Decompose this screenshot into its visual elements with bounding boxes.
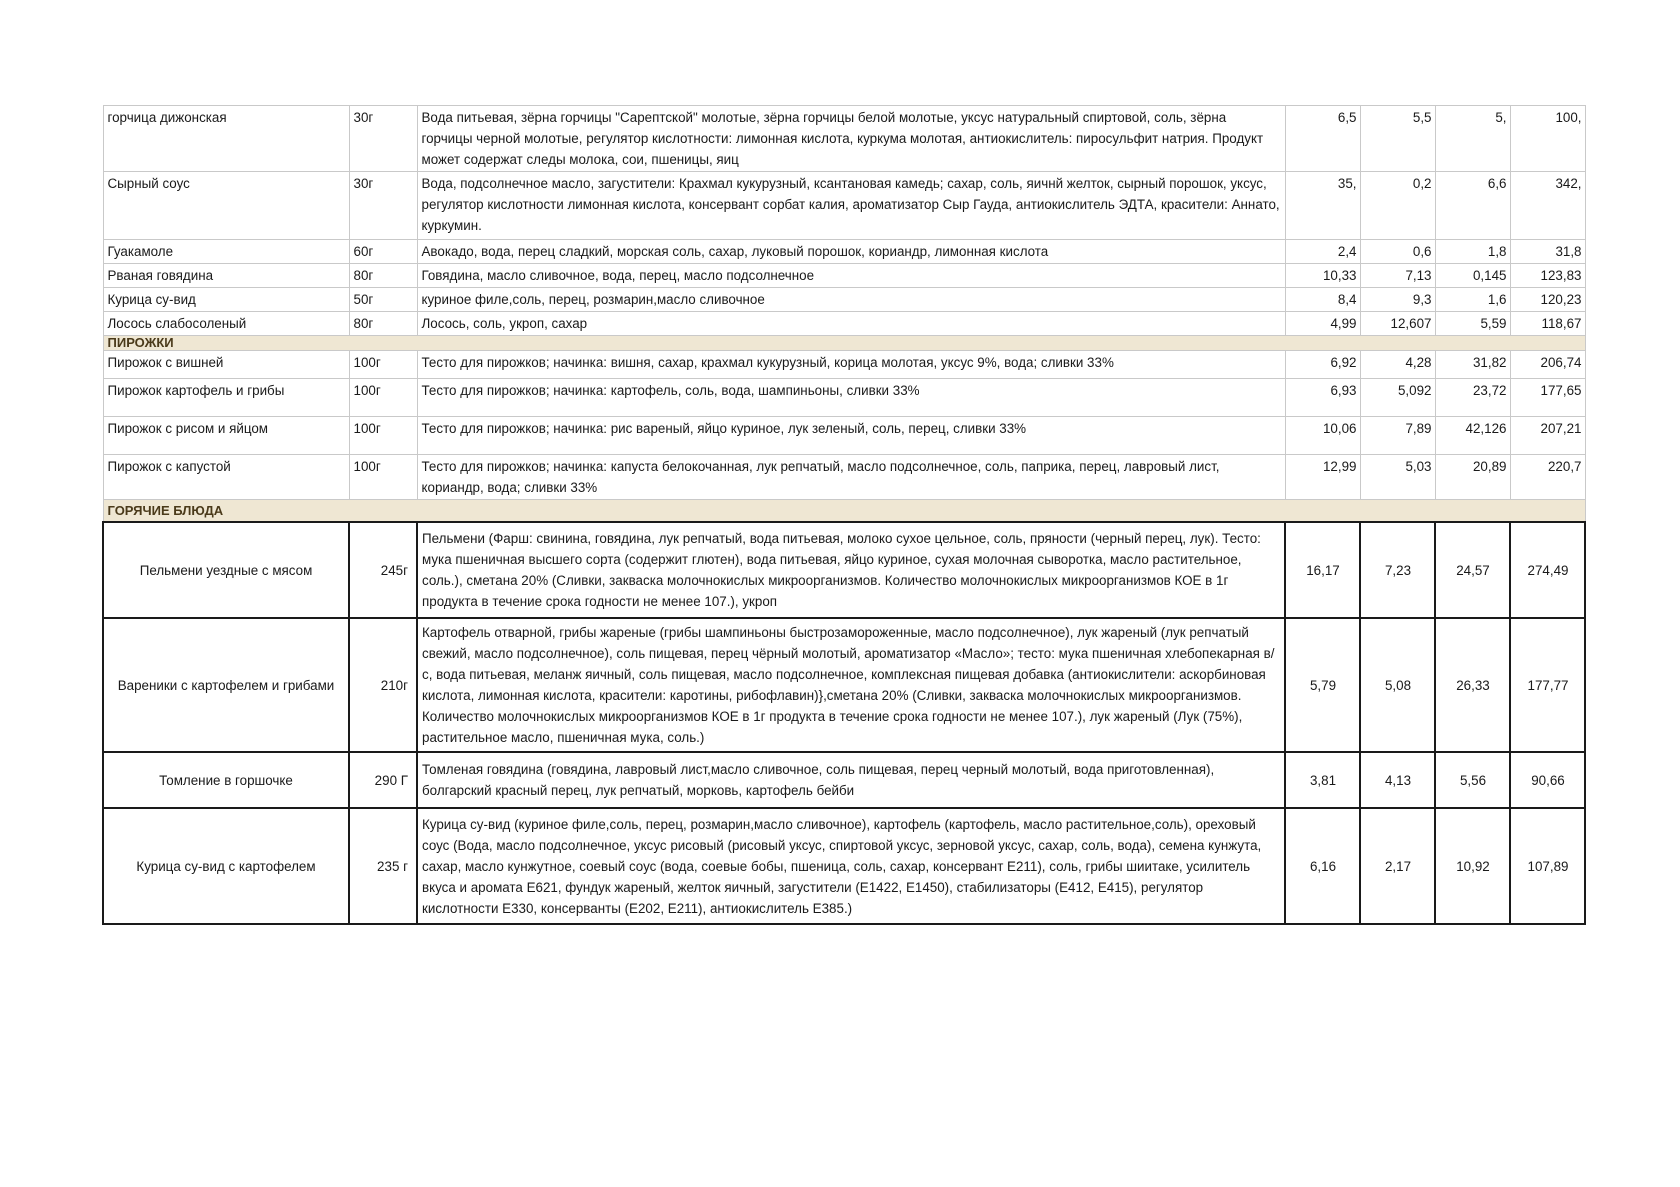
item-kcal: 90,66 (1510, 752, 1585, 808)
item-fat: 5,092 (1360, 379, 1435, 417)
item-protein: 6,92 (1285, 351, 1360, 379)
item-name: Лосось слабосоленый (103, 312, 349, 336)
item-protein: 8,4 (1285, 288, 1360, 312)
item-carbs: 20,89 (1435, 455, 1510, 500)
item-composition: Вода питьевая, зёрна горчицы "Сарептской" молотые, зёрна горчицы белой молотые, уксус натуральный спиртовой, соль, зёрна горчицы черной молотые, регулятор кислотности: лимонная кислота, куркума молотая, антиокислитель: пиросульфит натрия. Продукт может содержат следы молока, сои, пшеницы, яиц (417, 106, 1285, 172)
item-weight: 60г (349, 240, 417, 264)
item-protein: 6,16 (1285, 808, 1360, 924)
table-row (103, 106, 1585, 172)
item-kcal: 107,89 (1510, 808, 1585, 924)
item-fat: 7,23 (1360, 522, 1435, 618)
item-kcal: 120,23 (1510, 288, 1585, 312)
item-protein: 2,4 (1285, 240, 1360, 264)
item-protein: 10,06 (1285, 417, 1360, 455)
table-row (103, 618, 1585, 752)
item-protein: 4,99 (1285, 312, 1360, 336)
item-protein: 35, (1285, 172, 1360, 240)
item-fat: 5,03 (1360, 455, 1435, 500)
item-composition: Картофель отварной, грибы жареные (грибы шампиньоны быстрозамороженные, масло подсолнечное), лук жареный (лук репчатый свежий, масло подсолнечное), соль пищевая, перец чёрный молотый, ароматизатор «Масло»; тесто: мука пшеничная хлебопекарная в/с, вода питьевая, меланж яичный, соль пищевая, масло подсолнечное, комплексная пищевая добавка (антиокислители: аскорбиновая кислота, лимонная кислота, красители: каротины, рибофлавин)},сметана 20% (Сливки, закваска молочнокислых микроорганизмов. Количество молочнокислых микроорганизмов КОЕ в 1г продукта в течение срока годности не менее 107.), лук жареный (Лук (75%), растительное масло, пшеничная мука, соль.) (417, 618, 1285, 752)
item-composition: Лосось, соль, укроп, сахар (417, 312, 1285, 336)
item-weight: 100г (349, 379, 417, 417)
item-composition: куриное филе,соль, перец, розмарин,масло сливочное (417, 288, 1285, 312)
item-carbs: 24,57 (1435, 522, 1510, 618)
item-name: Рваная говядина (103, 264, 349, 288)
item-name: Пирожок с рисом и яйцом (103, 417, 349, 455)
item-kcal: 177,77 (1510, 618, 1585, 752)
hot-section (103, 500, 1585, 925)
item-weight: 80г (349, 264, 417, 288)
item-protein: 6,93 (1285, 379, 1360, 417)
item-weight: 100г (349, 417, 417, 455)
item-carbs: 5,56 (1435, 752, 1510, 808)
item-fat: 5,5 (1360, 106, 1435, 172)
item-protein: 3,81 (1285, 752, 1360, 808)
table-row (103, 172, 1585, 240)
item-composition: Вода, подсолнечное масло, загустители: Крахмал кукурузный, ксантановая камедь; сахар, соль, яичнй желток, сырный порошок, уксус, регулятор кислотности лимонная кислота, консервант сорбат калия, ароматизатор Сыр Гауда, антиокислитель ЭДТА, красители: Аннато, куркумин. (417, 172, 1285, 240)
item-carbs: 5,59 (1435, 312, 1510, 336)
item-composition: Пельмени (Фарш: свинина, говядина, лук репчатый, вода питьевая, молоко сухое цельное, соль, пряности (черный перец, лук). Тесто: мука пшеничная высшего сорта (содержит глютен), вода питьевая, яйцо куриное, сухая молочная сыворотка, масло растительное, соль.), сметана 20% (Сливки, закваска молочнокислых микроорганизмов. Количество молочнокислых микроорганизмов КОЕ в 1г продукта в течение срока годности не менее 107.), укроп (417, 522, 1285, 618)
item-protein: 12,99 (1285, 455, 1360, 500)
item-composition: Авокадо, вода, перец сладкий, морская соль, сахар, луковый порошок, кориандр, лимонная кислота (417, 240, 1285, 264)
item-carbs: 31,82 (1435, 351, 1510, 379)
item-fat: 0,6 (1360, 240, 1435, 264)
item-weight: 235 г (349, 808, 417, 924)
item-carbs: 1,8 (1435, 240, 1510, 264)
item-weight: 50г (349, 288, 417, 312)
category-title-hot: ГОРЯЧИЕ БЛЮДА (103, 500, 1585, 523)
table-row (103, 351, 1585, 379)
item-kcal: 207,21 (1510, 417, 1585, 455)
table-row (103, 288, 1585, 312)
item-fat: 0,2 (1360, 172, 1435, 240)
table-row (103, 240, 1585, 264)
table-row (103, 752, 1585, 808)
item-fat: 4,28 (1360, 351, 1435, 379)
item-name: Курица су-вид (103, 288, 349, 312)
item-name: Пирожок картофель и грибы (103, 379, 349, 417)
item-weight: 30г (349, 172, 417, 240)
item-kcal: 118,67 (1510, 312, 1585, 336)
menu-table (102, 105, 1586, 925)
item-protein: 16,17 (1285, 522, 1360, 618)
item-protein: 6,5 (1285, 106, 1360, 172)
item-kcal: 342, (1510, 172, 1585, 240)
item-weight: 210г (349, 618, 417, 752)
item-composition: Говядина, масло сливочное, вода, перец, масло подсолнечное (417, 264, 1285, 288)
item-name: Пирожок с капустой (103, 455, 349, 500)
pies-section (103, 336, 1585, 500)
table-row (103, 417, 1585, 455)
table-row (103, 522, 1585, 618)
item-protein: 5,79 (1285, 618, 1360, 752)
item-fat: 7,89 (1360, 417, 1435, 455)
item-carbs: 5, (1435, 106, 1510, 172)
table-row (103, 312, 1585, 336)
table-row (103, 808, 1585, 924)
item-fat: 2,17 (1360, 808, 1435, 924)
item-carbs: 10,92 (1435, 808, 1510, 924)
table-row (103, 455, 1585, 500)
category-row (103, 336, 1585, 351)
item-composition: Томленая говядина (говядина, лавровый лист,масло сливочное, соль пищевая, перец черный молотый, вода приготовленная), болгарский красный перец, лук репчатый, морковь, картофель бейби (417, 752, 1285, 808)
item-carbs: 26,33 (1435, 618, 1510, 752)
item-kcal: 206,74 (1510, 351, 1585, 379)
item-weight: 245г (349, 522, 417, 618)
item-carbs: 0,145 (1435, 264, 1510, 288)
item-composition: Тесто для пирожков; начинка: рис вареный, яйцо куриное, лук зеленый, соль, перец, сливки 33% (417, 417, 1285, 455)
item-kcal: 100, (1510, 106, 1585, 172)
item-name: Гуакамоле (103, 240, 349, 264)
item-name: Вареники с картофелем и грибами (103, 618, 349, 752)
top-rows (103, 106, 1585, 336)
table-row (103, 379, 1585, 417)
item-fat: 12,607 (1360, 312, 1435, 336)
item-name: Пирожок с вишней (103, 351, 349, 379)
item-name: Сырный соус (103, 172, 349, 240)
item-weight: 100г (349, 351, 417, 379)
item-protein: 10,33 (1285, 264, 1360, 288)
item-kcal: 123,83 (1510, 264, 1585, 288)
item-kcal: 220,7 (1510, 455, 1585, 500)
item-carbs: 1,6 (1435, 288, 1510, 312)
item-carbs: 23,72 (1435, 379, 1510, 417)
item-weight: 80г (349, 312, 417, 336)
item-name: горчица дижонская (103, 106, 349, 172)
item-weight: 30г (349, 106, 417, 172)
item-name: Курица су-вид с картофелем (103, 808, 349, 924)
item-weight: 290 Г (349, 752, 417, 808)
item-carbs: 6,6 (1435, 172, 1510, 240)
item-composition: Курица су-вид (куриное филе,соль, перец, розмарин,масло сливочное), картофель (картофель, масло растительное,соль), ореховый соус (Вода, масло подсолнечное, уксус рисовый (рисовый уксус, спиртовой уксус, зерновой уксус, сахар, соль, вода), семена кунжута, сахар, масло кунжутное, соевый соус (вода, соевые бобы, пшеница, соль, сахар, консервант Е211), соль, грибы шиитаке, усилитель вкуса и аромата Е621, фундук жареный, желток яичный, загустители (Е1422, Е1450), стабилизаторы (Е412, Е415), регулятор кислотности Е330, консерванты (Е202, Е211), антиокислитель Е385.) (417, 808, 1285, 924)
item-kcal: 274,49 (1510, 522, 1585, 618)
item-composition: Тесто для пирожков; начинка: картофель, соль, вода, шампиньоны, сливки 33% (417, 379, 1285, 417)
item-kcal: 31,8 (1510, 240, 1585, 264)
item-weight: 100г (349, 455, 417, 500)
category-title-pies: ПИРОЖКИ (103, 336, 1585, 351)
document-page (102, 105, 1586, 925)
item-fat: 5,08 (1360, 618, 1435, 752)
item-fat: 7,13 (1360, 264, 1435, 288)
item-composition: Тесто для пирожков; начинка: вишня, сахар, крахмал кукурузный, корица молотая, уксус 9%, вода; сливки 33% (417, 351, 1285, 379)
item-composition: Тесто для пирожков; начинка: капуста белокочанная, лук репчатый, масло подсолнечное, соль, паприка, перец, лавровый лист, кориандр, вода; сливки 33% (417, 455, 1285, 500)
item-name: Томление в горшочке (103, 752, 349, 808)
item-fat: 4,13 (1360, 752, 1435, 808)
item-kcal: 177,65 (1510, 379, 1585, 417)
item-name: Пельмени уездные с мясом (103, 522, 349, 618)
item-carbs: 42,126 (1435, 417, 1510, 455)
item-fat: 9,3 (1360, 288, 1435, 312)
table-row (103, 264, 1585, 288)
category-row (103, 500, 1585, 523)
